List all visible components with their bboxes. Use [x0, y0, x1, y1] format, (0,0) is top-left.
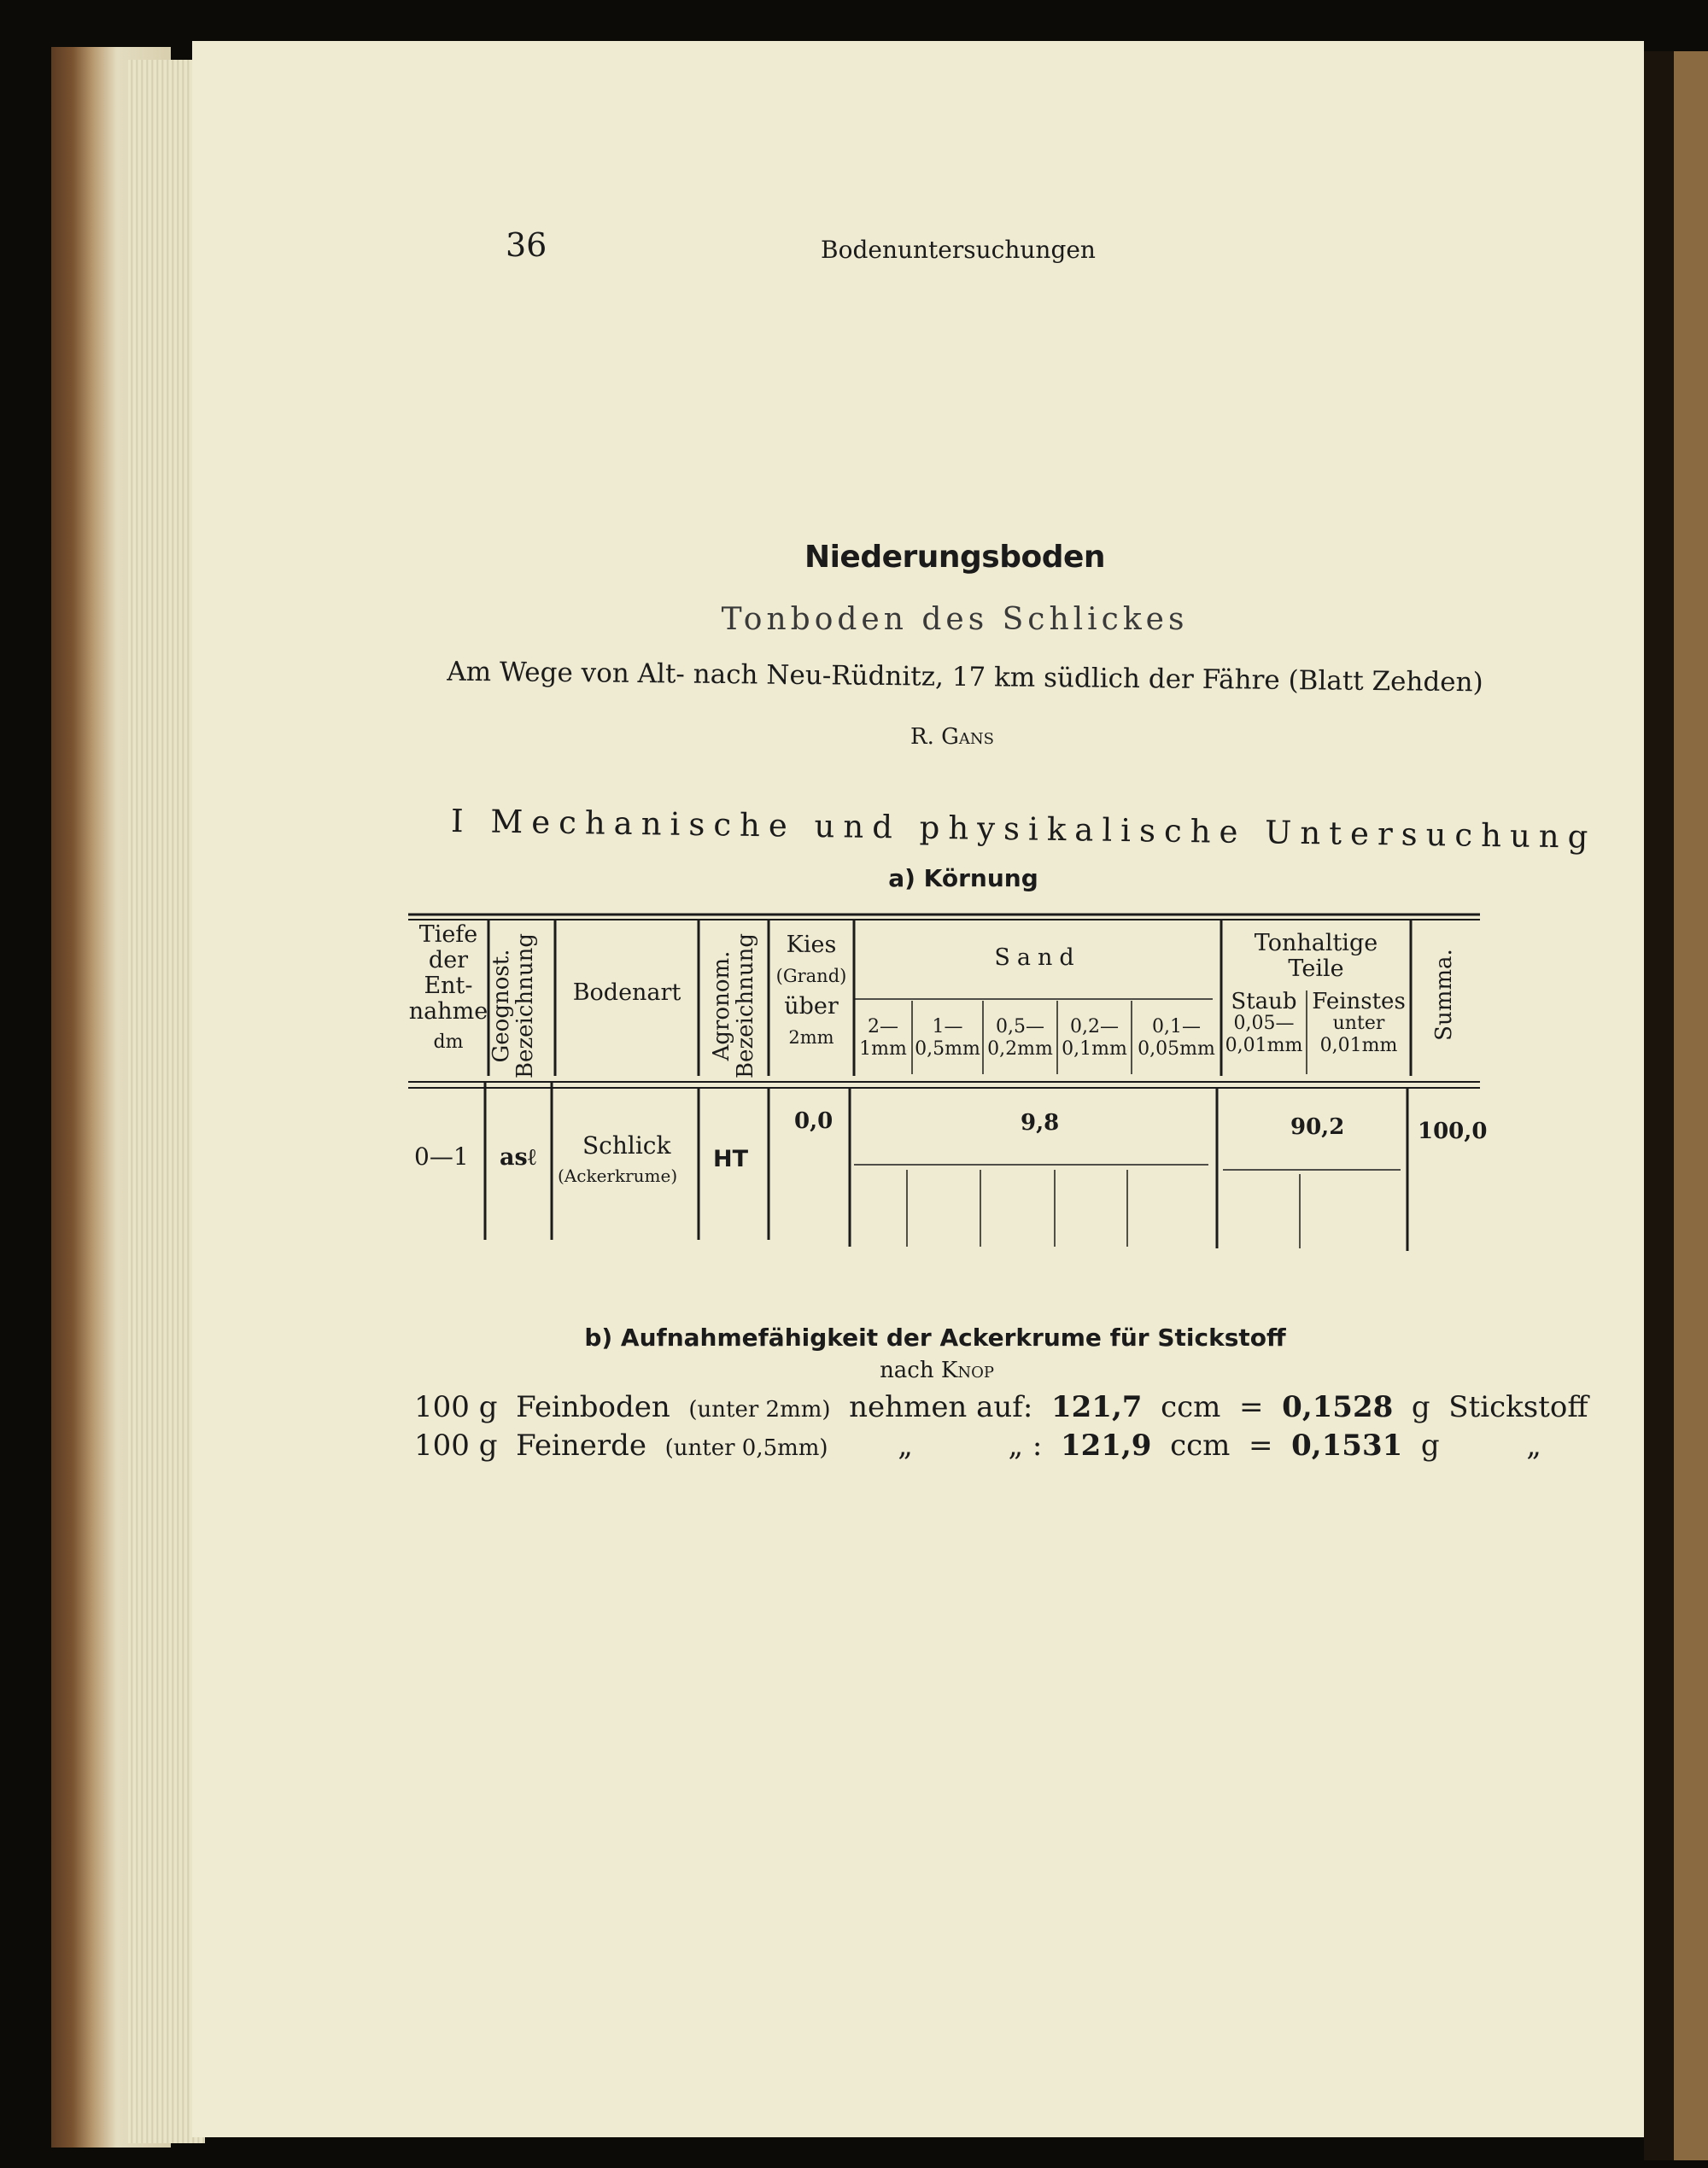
header-sand-2-1: 2— 1mm — [859, 1016, 907, 1060]
section-title: I Mechanische und physikalische Untersuchung — [450, 803, 1597, 856]
header-sand-05-02: 0,5— 0,2mm — [987, 1016, 1053, 1060]
cell-agronom: HT — [713, 1146, 749, 1172]
nitrogen-line-1: 100 g Feinboden (unter 2mm) nehmen auf: 121,7 ccm = 0,1528 g Stickstoff — [414, 1390, 1588, 1424]
header-sand-1-05: 1— 0,5mm — [915, 1016, 980, 1060]
book-page — [192, 41, 1644, 2137]
subsection-b-note: nach Knop — [880, 1358, 994, 1383]
header-sand-02-01: 0,2— 0,1mm — [1062, 1016, 1127, 1060]
header-agronom: Agronom. Bezeichnung — [709, 932, 758, 1079]
header-staub: Staub 0,05— 0,01mm — [1225, 989, 1303, 1056]
cell-bodenart-note: (Ackerkrume) — [558, 1166, 678, 1186]
running-head: Bodenuntersuchungen — [821, 236, 1096, 264]
location-line: Am Wege von Alt- nach Neu-Rüdnitz, 17 km südlich der Fähre (Blatt Zehden) — [447, 656, 1483, 698]
cell-sand: 9,8 — [1021, 1110, 1060, 1136]
facing-page-strip — [1674, 51, 1708, 2160]
subsection-a-title: a) Körnung — [888, 864, 1038, 892]
nitrogen-line-2: 100 g Feinerde (unter 0,5mm) „ „ : 121,9 ccm = 0,1531 g „ — [414, 1429, 1541, 1463]
cell-tiefe: 0—1 — [414, 1142, 469, 1171]
header-geognost: Geognost. Bezeichnung — [488, 932, 538, 1079]
header-tiefe: Tiefe der Ent- nahme dm — [408, 922, 488, 1055]
header-tonhaltige: Tonhaltige Teile — [1254, 930, 1378, 982]
cell-bodenart: Schlick — [582, 1131, 671, 1160]
header-tiefe-unit: dm — [433, 1031, 464, 1053]
header-feinstes: Feinstes unter 0,01mm — [1312, 989, 1406, 1056]
header-bodenart: Bodenart — [572, 979, 681, 1006]
cell-kies: 0,0 — [794, 1108, 834, 1134]
cell-tonhaltige: 90,2 — [1290, 1114, 1345, 1140]
page-heading: Niederungsboden — [804, 540, 1106, 575]
header-sand: Sand — [994, 944, 1081, 971]
page-number: 36 — [506, 226, 547, 264]
header-sand-01-005: 0,1— 0,05mm — [1138, 1016, 1215, 1060]
cell-summa: 100,0 — [1418, 1119, 1488, 1144]
cell-geognost: asℓ — [500, 1144, 536, 1171]
author: R. Gans — [910, 724, 994, 750]
header-kies: Kies (Grand) über 2mm — [775, 932, 847, 1048]
header-summa: Summa. — [1431, 949, 1457, 1041]
page-subtitle: Tonboden des Schlickes — [721, 602, 1189, 637]
subsection-b-title: b) Aufnahmefähigkeit der Ackerkrume für Stickstoff — [584, 1324, 1286, 1352]
